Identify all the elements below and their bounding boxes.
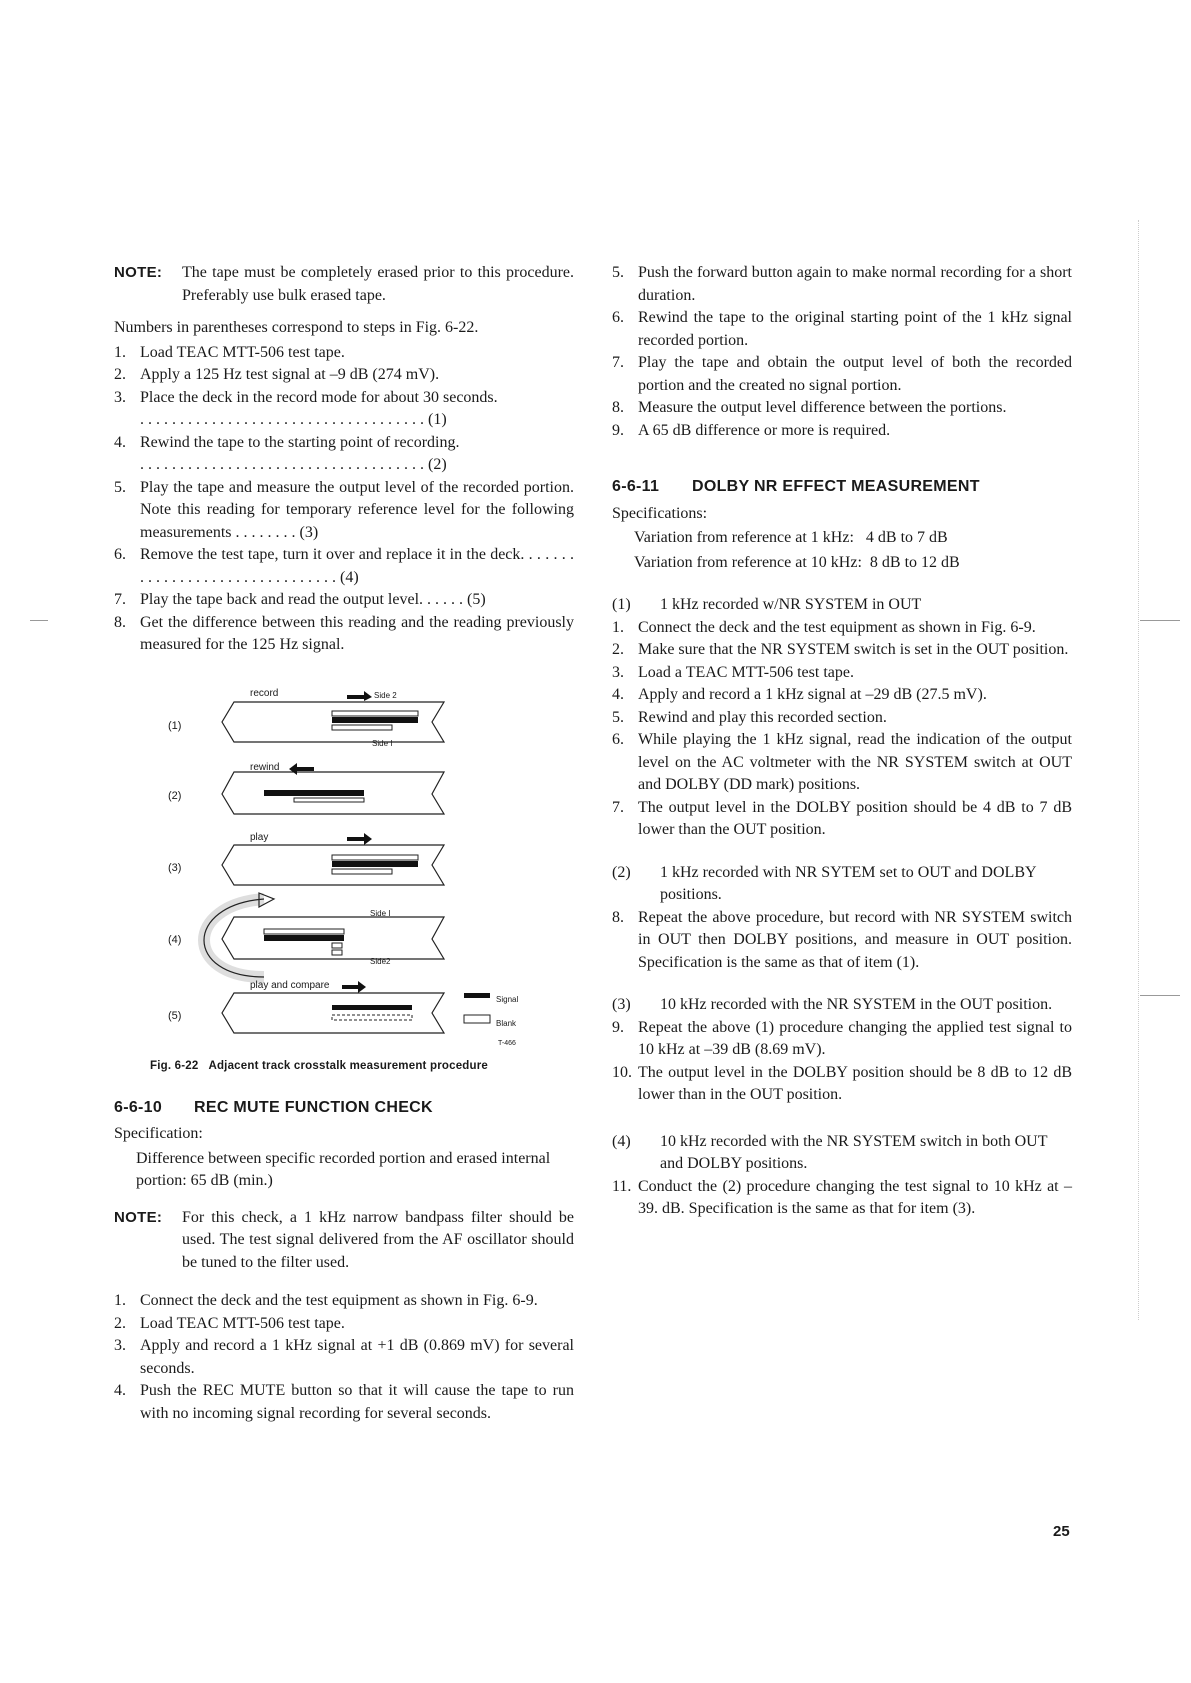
row-label: (2) bbox=[168, 789, 182, 802]
legend-blank: Blank bbox=[496, 1018, 517, 1028]
right-column bbox=[612, 262, 1072, 1221]
step: 9. Repeat the above (1) procedure changing the applied test signal to 10 kHz at –39 dB (8.69 mV). bbox=[612, 1018, 1072, 1058]
figure-code: T-466 bbox=[498, 1039, 516, 1047]
row-label: (3) bbox=[168, 861, 182, 874]
step: 5. Rewind and play this recorded section. bbox=[612, 708, 887, 726]
label-play: play bbox=[250, 831, 269, 843]
step: 8. Repeat the above procedure, but record with NR SYSTEM switch in OUT then DOLBY positions, and measure in OUT position. Specification is the same as that of item (1). bbox=[612, 908, 1072, 971]
step: 4. Apply and record a 1 kHz signal at –29 dB (27.5 mV). bbox=[612, 686, 987, 703]
step: 2. Load TEAC MTT-506 test tape. bbox=[114, 1314, 345, 1332]
step: 8. Measure the output level difference between the portions. bbox=[612, 399, 1007, 416]
step: 4. Push the REC MUTE button so that it will cause the tape to run with no incoming signal recording for several seconds. bbox=[114, 1382, 574, 1422]
dolby-steps-a bbox=[612, 617, 1072, 842]
spec-label: Specification: bbox=[114, 1125, 203, 1142]
step: 7. Play the tape back and read the output level. . . . . . (5) bbox=[114, 591, 486, 608]
step: 8. Get the difference between this reading and the reading previously measured for the 125 Hz signal. bbox=[114, 613, 574, 653]
step: 2. Make sure that the NR SYSTEM switch is set in the OUT position. bbox=[612, 641, 1069, 658]
label-side1: Side I bbox=[372, 738, 393, 748]
dolby-steps-d bbox=[612, 1176, 1072, 1221]
scan-edge-marks bbox=[1138, 220, 1140, 1320]
note-filter bbox=[114, 1207, 574, 1275]
label-side1b: Side I bbox=[370, 908, 391, 918]
note-text: The tape must be completely erased prior to this procedure. Preferably use bulk erased tape. bbox=[182, 264, 574, 304]
scan-edge-line bbox=[30, 620, 48, 621]
step: 9. A 65 dB difference or more is required. bbox=[612, 421, 891, 439]
note-text: For this check, a 1 kHz narrow bandpass filter should be used. The test signal delivered from the AF oscillator should be tuned to the filter used. bbox=[182, 1208, 574, 1271]
intro-text: Numbers in parentheses correspond to steps in Fig. 6-22. bbox=[114, 319, 479, 336]
label-side2b: Side2 bbox=[370, 956, 391, 966]
step: 2. Apply a 125 Hz test signal at –9 dB (274 mV). bbox=[114, 366, 440, 383]
subhead-4: (4) 10 kHz recorded with the NR SYSTEM switch in both OUT and DOLBY positions. bbox=[612, 1132, 1048, 1172]
spec-10khz: Variation from reference at 10 kHz: 8 dB to 12 dB bbox=[634, 553, 960, 571]
legend-signal: Signal bbox=[496, 994, 519, 1004]
scan-edge-line bbox=[1140, 995, 1180, 996]
subhead-2: (2) 1 kHz recorded with NR SYTEM set to OUT and DOLBY positions. bbox=[612, 863, 1036, 903]
label-rewind: rewind bbox=[250, 761, 280, 773]
step: 7. The output level in the DOLBY position should be 4 dB to 7 dB lower than the OUT position. bbox=[612, 798, 1072, 838]
step: 7. Play the tape and obtain the output level of both the recorded portion and the created no signal portion. bbox=[612, 354, 1072, 394]
spec-label: Specifications: bbox=[612, 504, 708, 522]
section-heading: 6-6-11 DOLBY NR EFFECT MEASUREMENT bbox=[612, 478, 980, 495]
figure-caption: Fig. 6-22 Adjacent track crosstalk measurement procedure bbox=[150, 1059, 489, 1072]
row-label: (4) bbox=[168, 933, 182, 946]
step: 6. Rewind the tape to the original starting point of the 1 kHz signal recorded portion. bbox=[612, 309, 1072, 349]
step: 6. While playing the 1 kHz signal, read the indication of the output level on the AC voltmeter with the NR SYSTEM switch at OUT and DOLBY (DD mark) positions. bbox=[612, 731, 1072, 793]
dolby-steps-b bbox=[612, 907, 1072, 975]
subhead-1: (1) 1 kHz recorded w/NR SYSTEM in OUT bbox=[612, 596, 922, 613]
figure-6-22 bbox=[114, 677, 574, 1097]
step: 3. Place the deck in the record mode for about 30 seconds. . . . . . . . . . . . . . . . . . . . . . . . . . . . . . . . . . . . . (1) bbox=[114, 388, 498, 428]
left-column bbox=[114, 262, 574, 1425]
spec-text: Difference between specific recorded portion and erased internal portion: 65 dB (min.) bbox=[136, 1149, 551, 1189]
row-label: (5) bbox=[168, 1009, 182, 1022]
scan-edge-line bbox=[1140, 620, 1180, 621]
subhead-3: (3) 10 kHz recorded with the NR SYSTEM in the OUT position. bbox=[612, 996, 1053, 1013]
note-label: NOTE: bbox=[114, 1208, 163, 1226]
step: 1. Connect the deck and the test equipment as shown in Fig. 6-9. bbox=[114, 1292, 538, 1309]
page-number: 25 bbox=[1053, 1523, 1070, 1540]
rec-mute-steps-cont bbox=[612, 262, 1072, 442]
step: 10. The output level in the DOLBY position should be 8 dB to 12 dB lower than in the OUT position. bbox=[612, 1063, 1072, 1103]
note-erase bbox=[114, 262, 574, 307]
step: 6. Remove the test tape, turn it over and replace it in the deck. . . . . . . . . . . . . . . . . . . . . . . . . . . . . . . . (4) bbox=[114, 546, 574, 586]
label-side2: Side 2 bbox=[374, 690, 397, 700]
step: 5. Play the tape and measure the output level of the recorded portion. Note this reading for temporary reference level for the following measurements . . . . . . . . (3) bbox=[114, 478, 574, 541]
step: 3. Apply and record a 1 kHz signal at +1 dB (0.869 mV) for several seconds. bbox=[114, 1337, 574, 1377]
crosstalk-steps bbox=[114, 342, 574, 657]
step: 1. Load TEAC MTT-506 test tape. bbox=[114, 343, 345, 361]
step: 3. Load a TEAC MTT-506 test tape. bbox=[612, 663, 854, 681]
step: 11. Conduct the (2) procedure changing the test signal to 10 kHz at –39. dB. Specification is the same as that for item (3). bbox=[612, 1177, 1072, 1217]
row-label: (1) bbox=[168, 719, 182, 732]
step: 4. Rewind the tape to the starting point of recording. . . . . . . . . . . . . . . . . . . . . . . . . . . . . . . . . . . . . (2) bbox=[114, 433, 460, 473]
dolby-steps-c bbox=[612, 1017, 1072, 1107]
label-record: record bbox=[250, 687, 279, 699]
label-play-compare: play and compare bbox=[250, 979, 330, 991]
note-label: NOTE: bbox=[114, 264, 163, 281]
spec-1khz: Variation from reference at 1 kHz: 4 dB to 7 dB bbox=[634, 529, 948, 546]
section-heading: 6-6-10 REC MUTE FUNCTION CHECK bbox=[114, 1098, 433, 1116]
rec-mute-steps bbox=[114, 1290, 574, 1425]
step: 5. Push the forward button again to make normal recording for a short duration. bbox=[612, 264, 1072, 304]
step: 1. Connect the deck and the test equipment as shown in Fig. 6-9. bbox=[612, 618, 1036, 636]
